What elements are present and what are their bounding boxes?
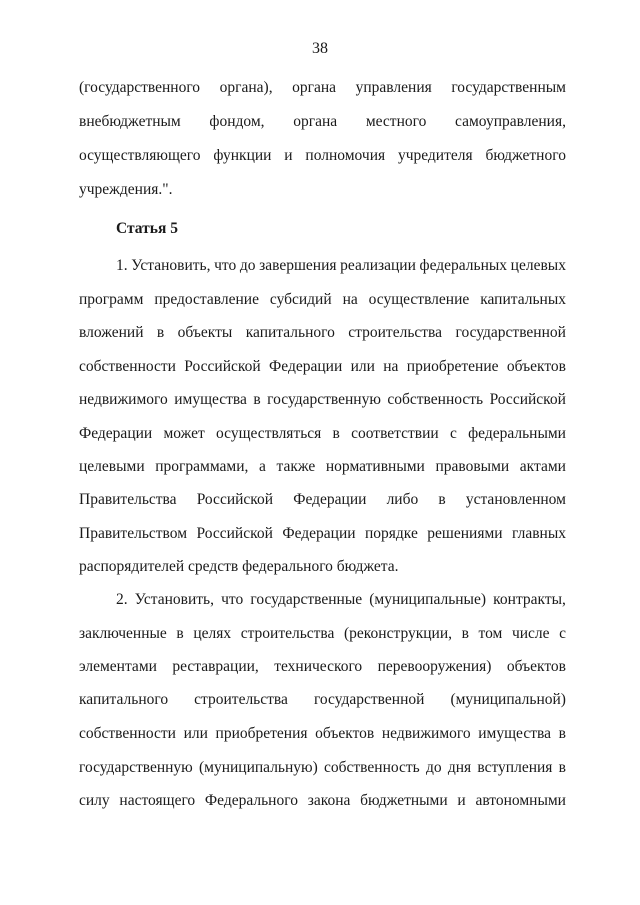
page-number: 38 — [312, 40, 328, 57]
text-line — [79, 524, 566, 544]
word: строительства — [240, 625, 335, 642]
word: полномочия — [305, 147, 386, 164]
word: актами — [519, 458, 566, 475]
word: управления — [355, 79, 432, 96]
word: (реконструкции, — [344, 625, 453, 642]
text-line — [79, 657, 566, 677]
word: реставрации, — [172, 658, 259, 675]
word: органа — [292, 79, 337, 96]
word: в — [176, 625, 184, 642]
word: Российской — [489, 391, 566, 408]
word: реализации — [340, 257, 416, 274]
word: Установить, — [131, 257, 211, 274]
word: государственную — [267, 391, 381, 408]
word: том — [478, 625, 503, 642]
word: (муниципальные) — [369, 591, 487, 608]
text-line — [79, 390, 566, 410]
word: программами, — [155, 458, 249, 475]
word: порядке — [364, 525, 418, 542]
article-heading: Статья 5 — [116, 220, 178, 237]
word: внебюджетным — [79, 113, 181, 130]
word: имущества — [174, 391, 247, 408]
word: Правительством — [79, 525, 188, 542]
word: учредителя — [397, 147, 473, 164]
word: установленном — [465, 491, 566, 508]
word: на — [383, 358, 399, 375]
word: (муниципальной) — [450, 691, 566, 708]
word: Правительства — [79, 491, 177, 508]
word: Федерации — [269, 358, 343, 375]
word: технического — [274, 658, 363, 675]
word: и — [457, 792, 466, 809]
text-line — [79, 624, 566, 644]
word: завершения — [259, 257, 337, 274]
text-line — [79, 290, 566, 310]
word: либо — [386, 491, 419, 508]
word: собственность — [387, 391, 484, 408]
word: нормативными — [325, 458, 425, 475]
word: вложений — [79, 324, 144, 341]
word: приобретение — [406, 358, 499, 375]
word: органа), — [219, 79, 273, 96]
word: на — [342, 291, 358, 308]
text-line: учреждения.". — [79, 181, 173, 198]
word: строительства — [348, 324, 443, 341]
word: капитального — [245, 324, 335, 341]
word: в — [558, 759, 566, 776]
word: до — [425, 759, 442, 776]
text-line: распорядителей средств федерального бюджета. — [79, 558, 399, 575]
word: Федерального — [204, 792, 298, 809]
word: целевыми — [79, 458, 145, 475]
word: что — [221, 591, 244, 608]
word: вступления — [477, 759, 553, 776]
text-line — [79, 146, 566, 166]
word: а — [259, 458, 266, 475]
word: и — [284, 147, 293, 164]
word: фондом, — [209, 113, 265, 130]
text-line — [79, 791, 566, 811]
word: объектов — [506, 658, 566, 675]
word: перевооружения) — [377, 658, 492, 675]
word: (муниципальную) — [198, 759, 318, 776]
word: в — [332, 425, 340, 442]
word: с — [559, 625, 566, 642]
text-line — [116, 590, 566, 610]
word: (государственного — [79, 79, 201, 96]
word: бюджетными — [360, 792, 448, 809]
text-line — [79, 323, 566, 343]
word: в — [438, 491, 446, 508]
word: собственность — [324, 759, 420, 776]
word: федеральными — [468, 425, 566, 442]
text-line — [79, 424, 566, 444]
text-line — [79, 457, 566, 477]
word: самоуправления, — [455, 113, 566, 130]
word: также — [276, 458, 316, 475]
word: местного — [365, 113, 427, 130]
word: государственные — [250, 591, 363, 608]
word: осуществляющего — [79, 147, 201, 164]
text-line — [79, 758, 566, 778]
word: объектов — [506, 358, 566, 375]
word: собственности — [79, 358, 176, 375]
word: до — [239, 257, 256, 274]
word: закона — [307, 792, 351, 809]
word: в — [253, 391, 261, 408]
word: Установить, — [134, 591, 214, 608]
word: соответствии — [351, 425, 439, 442]
word: или — [350, 358, 375, 375]
word: в — [156, 324, 165, 341]
word: Федерации — [79, 425, 153, 442]
word: Российской — [184, 358, 261, 375]
word: недвижимого — [79, 391, 168, 408]
word: государственной — [455, 324, 566, 341]
word: в — [558, 725, 566, 742]
word: 1. — [116, 257, 128, 274]
word: объектов — [315, 725, 375, 742]
word: государственную — [79, 759, 193, 776]
word: автономными — [475, 792, 566, 809]
word: капитального — [79, 691, 169, 708]
word: Российской — [196, 491, 274, 508]
word: недвижимого — [381, 725, 471, 742]
word: правовыми — [435, 458, 510, 475]
word: дня — [447, 759, 472, 776]
word: с — [449, 425, 457, 442]
word: предоставление — [154, 291, 259, 308]
word: государственной — [313, 691, 425, 708]
word: целях — [193, 625, 232, 642]
word: Федерации — [282, 525, 356, 542]
text-line — [116, 256, 566, 276]
word: имущества — [478, 725, 551, 742]
word: приобретения — [215, 725, 308, 742]
word: Федерации — [293, 491, 367, 508]
text-line — [79, 357, 566, 377]
word: может — [163, 425, 205, 442]
word: субсидий — [269, 291, 332, 308]
word: объекты — [177, 324, 233, 341]
word: контракты, — [493, 591, 566, 608]
word: в — [461, 625, 469, 642]
word: бюджетного — [485, 147, 566, 164]
word: программ — [79, 291, 144, 308]
word: федеральных — [419, 257, 508, 274]
text-line — [79, 490, 566, 510]
word: 2. — [116, 591, 128, 608]
text-line — [79, 112, 566, 132]
word: осуществление — [368, 291, 470, 308]
word: функции — [213, 147, 272, 164]
word: государственным — [451, 79, 566, 96]
text-line — [79, 724, 566, 744]
word: целевых — [510, 257, 566, 274]
word: капитальных — [480, 291, 566, 308]
word: или — [183, 725, 208, 742]
word: решениями — [427, 525, 503, 542]
word: Российской — [196, 525, 273, 542]
word: осуществляться — [216, 425, 322, 442]
word: числе — [511, 625, 550, 642]
word: силу — [79, 792, 110, 809]
word: элементами — [79, 658, 157, 675]
word: органа — [293, 113, 338, 130]
word: настоящего — [119, 792, 196, 809]
word: что — [214, 257, 237, 274]
word: собственности — [79, 725, 176, 742]
word: главных — [512, 525, 566, 542]
text-line — [79, 78, 566, 98]
text-line — [79, 690, 566, 710]
word: заключенные — [79, 625, 167, 642]
word: строительства — [194, 691, 288, 708]
